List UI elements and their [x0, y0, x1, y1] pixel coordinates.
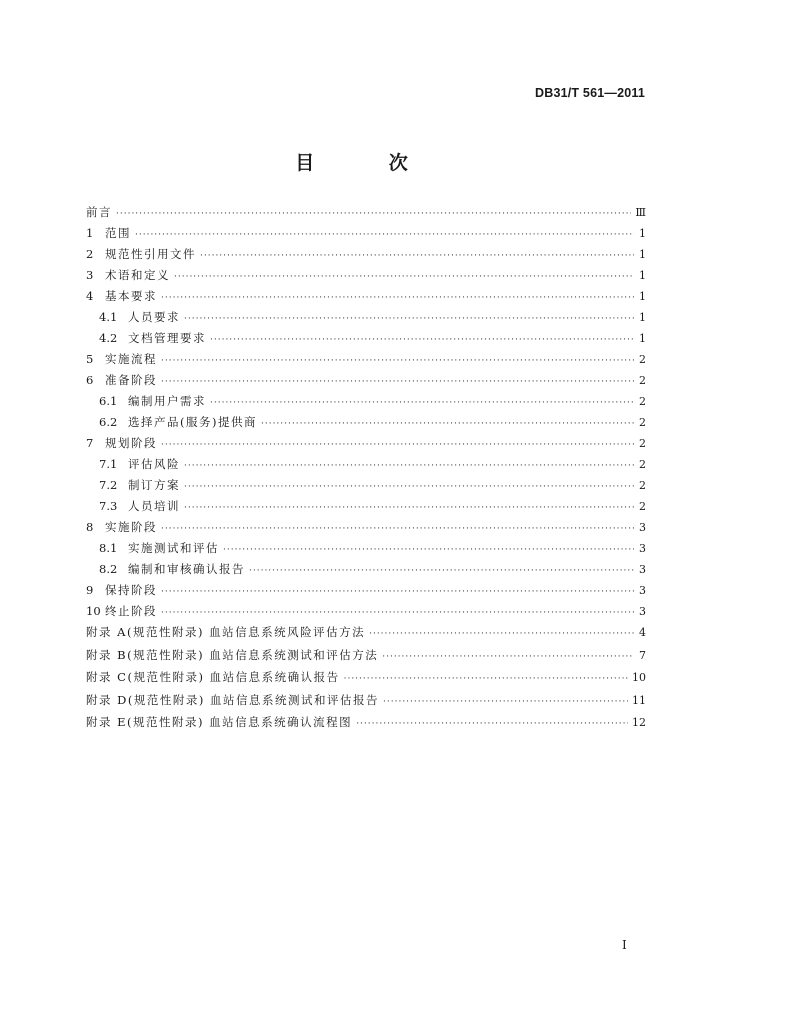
toc-dot-leader	[200, 251, 634, 261]
toc-entry-page: 2	[639, 353, 646, 366]
toc-entry-page: 12	[632, 716, 646, 729]
toc-entry-page: 1	[639, 290, 646, 303]
toc-entry-page: Ⅲ	[635, 206, 646, 219]
toc-entry-number: 7.3	[99, 499, 118, 513]
toc-entry-page: 2	[639, 437, 646, 450]
toc-dot-leader	[161, 293, 634, 303]
toc-entry-title: 规划阶段	[105, 436, 157, 450]
toc-entry[interactable]	[86, 456, 646, 477]
toc-entry-title: 文档管理要求	[128, 331, 206, 345]
toc-dot-leader	[383, 697, 628, 707]
toc-entry-number: 6.2	[99, 415, 118, 429]
toc-entry[interactable]	[86, 225, 646, 246]
toc-entry-page: 4	[639, 626, 646, 639]
toc-dot-leader	[116, 209, 631, 219]
toc-entry-page: 3	[639, 584, 646, 597]
toc-entry[interactable]	[86, 204, 646, 225]
toc-entry-title: 保持阶段	[105, 583, 157, 597]
toc-entry[interactable]	[86, 561, 646, 582]
toc-entry-title: 前言	[86, 205, 112, 219]
toc-entry-title: 人员培训	[128, 499, 180, 513]
toc-entry[interactable]	[86, 669, 646, 692]
toc-entry-title: 范围	[105, 226, 131, 240]
toc-entry-page: 1	[639, 227, 646, 240]
toc-entry[interactable]	[86, 477, 646, 498]
toc-entry-page: 2	[639, 458, 646, 471]
toc-entry-page: 1	[639, 311, 646, 324]
table-of-contents	[86, 204, 646, 737]
toc-entry-title: 人员要求	[128, 310, 180, 324]
toc-dot-leader	[184, 461, 634, 471]
toc-entry-title: 评估风险	[128, 457, 180, 471]
toc-entry-title: 规范性引用文件	[105, 247, 196, 261]
toc-entry[interactable]	[86, 351, 646, 372]
toc-entry-number: 10	[86, 604, 101, 618]
toc-entry-number: 4.2	[99, 331, 118, 345]
toc-dot-leader	[184, 482, 634, 492]
toc-entry-title: 终止阶段	[105, 604, 157, 618]
toc-entry-number: 7.1	[99, 457, 118, 471]
toc-dot-leader	[210, 398, 634, 408]
toc-entry[interactable]	[86, 288, 646, 309]
toc-entry-page: 2	[639, 374, 646, 387]
toc-dot-leader	[161, 377, 634, 387]
toc-entry-title: 附录 C(规范性附录) 血站信息系统确认报告	[86, 670, 340, 684]
toc-dot-leader	[161, 524, 634, 534]
toc-entry-page: 1	[639, 332, 646, 345]
toc-entry-title: 编制用户需求	[128, 394, 206, 408]
toc-entry[interactable]	[86, 647, 646, 670]
toc-entry-title: 准备阶段	[105, 373, 157, 387]
toc-entry-number: 1	[86, 226, 94, 240]
toc-entry-number: 5	[86, 352, 94, 366]
toc-entry-page: 1	[639, 269, 646, 282]
toc-entry[interactable]	[86, 246, 646, 267]
toc-entry-page: 10	[632, 671, 646, 684]
toc-entry[interactable]	[86, 372, 646, 393]
toc-entry-page: 3	[639, 521, 646, 534]
toc-entry-page: 3	[639, 605, 646, 618]
toc-entry-page: 3	[639, 542, 646, 555]
toc-entry[interactable]	[86, 393, 646, 414]
page-number: I	[622, 938, 627, 952]
toc-entry-page: 2	[639, 416, 646, 429]
toc-entry-title: 选择产品(服务)提供商	[128, 415, 257, 429]
toc-entry[interactable]	[86, 714, 646, 737]
toc-dot-leader	[249, 566, 634, 576]
toc-dot-leader	[223, 545, 634, 555]
toc-entry-title: 基本要求	[105, 289, 157, 303]
toc-entry-title: 实施阶段	[105, 520, 157, 534]
toc-entry-number: 6	[86, 373, 94, 387]
toc-entry-number: 7	[86, 436, 94, 450]
toc-entry-number: 4	[86, 289, 94, 303]
toc-entry-page: 11	[632, 693, 646, 707]
toc-dot-leader	[382, 652, 634, 662]
toc-entry[interactable]	[86, 603, 646, 624]
toc-entry-title: 附录 E(规范性附录) 血站信息系统确认流程图	[86, 715, 353, 729]
toc-entry-title: 实施流程	[105, 352, 157, 366]
toc-entry-title: 术语和定义	[105, 268, 170, 282]
toc-entry-number: 9	[86, 583, 94, 597]
toc-dot-leader	[210, 335, 634, 345]
toc-entry-title: 编制和审核确认报告	[128, 562, 245, 576]
toc-entry-number: 8.2	[99, 562, 118, 576]
toc-entry-number: 2	[86, 247, 94, 261]
toc-entry-title: 制订方案	[128, 478, 180, 492]
toc-entry-page: 7	[639, 648, 646, 662]
toc-entry-page: 3	[639, 563, 646, 576]
toc-title: 目 次	[295, 152, 442, 174]
toc-dot-leader	[161, 587, 634, 597]
toc-entry-number: 4.1	[99, 310, 118, 324]
toc-entry-title: 附录 D(规范性附录) 血站信息系统测试和评估报告	[86, 692, 380, 707]
toc-entry[interactable]	[86, 435, 646, 456]
toc-entry-page: 2	[639, 395, 646, 408]
toc-entry-title: 实施测试和评估	[128, 541, 219, 555]
toc-entry[interactable]	[86, 519, 646, 540]
toc-dot-leader	[261, 419, 634, 429]
toc-dot-leader	[135, 230, 634, 240]
toc-entry-title: 附录 A(规范性附录) 血站信息系统风险评估方法	[86, 625, 366, 639]
toc-entry[interactable]	[86, 414, 646, 435]
toc-dot-leader	[344, 674, 628, 684]
toc-entry-number: 8.1	[99, 541, 118, 555]
toc-dot-leader	[184, 503, 634, 513]
toc-entry[interactable]	[86, 330, 646, 351]
toc-entry[interactable]	[86, 582, 646, 603]
toc-entry-page: 2	[639, 479, 646, 492]
toc-dot-leader	[184, 314, 634, 324]
toc-entry[interactable]	[86, 692, 646, 715]
toc-dot-leader	[161, 440, 634, 450]
toc-entry-title: 附录 B(规范性附录) 血站信息系统测试和评估方法	[86, 647, 379, 662]
toc-dot-leader	[356, 719, 628, 729]
toc-entry[interactable]	[86, 624, 646, 647]
toc-entry[interactable]	[86, 498, 646, 519]
toc-entry-page: 1	[639, 248, 646, 261]
toc-dot-leader	[161, 356, 634, 366]
toc-entry[interactable]	[86, 267, 646, 288]
toc-entry[interactable]	[86, 540, 646, 561]
toc-dot-leader	[161, 608, 634, 618]
toc-entry-number: 7.2	[99, 478, 118, 492]
toc-entry-number: 6.1	[99, 394, 118, 408]
toc-entry-page: 2	[639, 500, 646, 513]
toc-dot-leader	[174, 272, 634, 282]
toc-entry-number: 8	[86, 520, 94, 534]
toc-dot-leader	[369, 629, 634, 639]
toc-entry-number: 3	[86, 268, 94, 282]
standard-code: DB31/T 561—2011	[534, 86, 645, 100]
toc-entry[interactable]	[86, 309, 646, 330]
